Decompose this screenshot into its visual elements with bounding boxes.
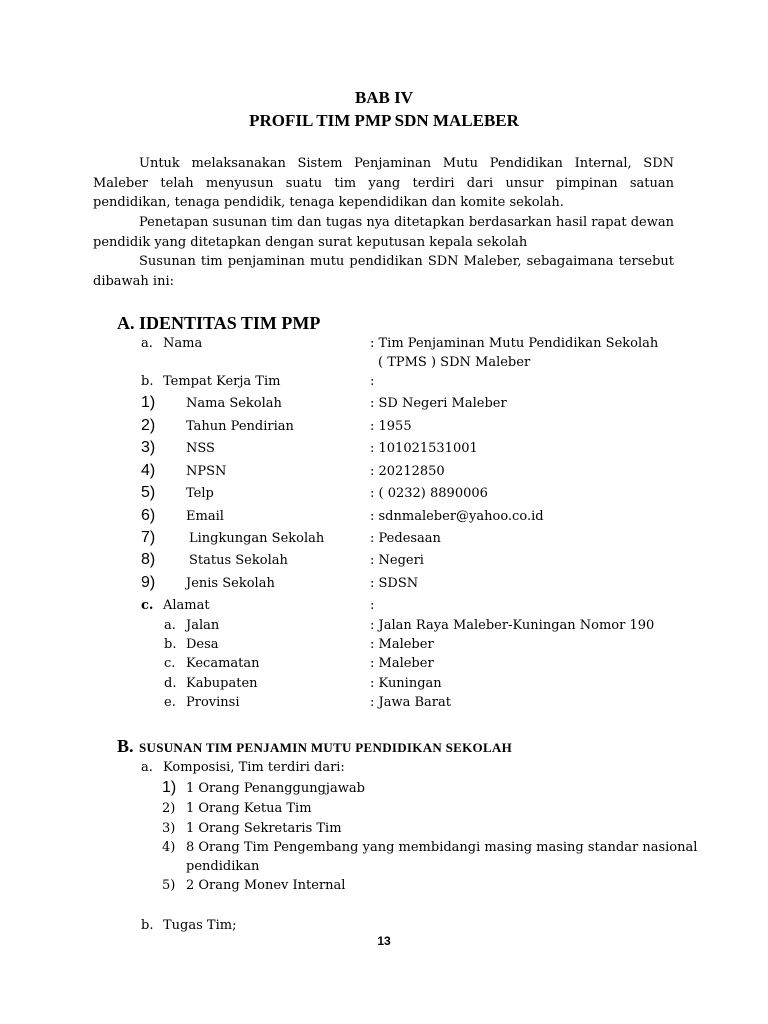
field-label: Jenis Sekolah: [186, 576, 275, 591]
nama-value-cont: ( TPMS ) SDN Maleber: [378, 355, 531, 370]
field-value: : sdnmaleber@yahoo.co.id: [370, 509, 544, 524]
field-label: Email: [186, 509, 224, 524]
section-a-heading: A. IDENTITAS TIM PMP: [117, 313, 321, 333]
address-marker: c.: [164, 656, 176, 671]
field-value: : 101021531001: [370, 441, 478, 456]
member-text: 1 Orang Ketua Tim: [186, 801, 312, 816]
member-number: 2): [162, 801, 176, 816]
field-label: NSS: [186, 441, 215, 456]
intro-paragraph-1: Untuk melaksanakan Sistem Penjaminan Mutu Pendidikan Internal, SDN Maleber telah menyusun suatu tim yang terdiri dari unsur pimpinan satuan pendidikan, tenaga pendidik, tenaga kependidikan dan komite sekolah.: [93, 156, 674, 210]
member-number: 5): [162, 878, 176, 893]
section-b-letter: B.: [117, 736, 134, 756]
address-label: Desa: [186, 637, 219, 652]
address-value: : Kuningan: [370, 676, 442, 691]
field-label: Telp: [186, 486, 214, 501]
alamat-marker: c.: [141, 598, 154, 613]
field-number: 5): [141, 484, 156, 501]
field-value: : ( 0232) 8890006: [370, 486, 488, 501]
member-number: 1): [162, 779, 177, 796]
field-number: 1): [141, 394, 156, 411]
address-marker: a.: [164, 618, 176, 633]
field-label: Nama Sekolah: [186, 396, 282, 411]
member-text: 1 Orang Sekretaris Tim: [186, 821, 342, 836]
komposisi-marker: a.: [141, 760, 153, 775]
field-value: : 20212850: [370, 464, 445, 479]
section-b-heading: SUSUNAN TIM PENJAMIN MUTU PENDIDIKAN SEKOLAH: [139, 740, 513, 755]
field-value: : Negeri: [370, 553, 424, 568]
tempat-value: :: [370, 374, 375, 389]
alamat-label: Alamat: [163, 598, 210, 613]
address-marker: e.: [164, 695, 176, 710]
page-title: PROFIL TIM PMP SDN MALEBER: [249, 111, 519, 130]
member-text: 8 Orang Tim Pengembang yang membidangi masing masing standar nasional: [186, 840, 698, 855]
address-label: Kabupaten: [186, 676, 258, 691]
field-number: 9): [141, 574, 156, 591]
member-text: 2 Orang Monev Internal: [186, 878, 346, 893]
nama-marker: a.: [141, 336, 153, 351]
address-value: : Jalan Raya Maleber-Kuningan Nomor 190: [370, 618, 655, 633]
field-value: : SD Negeri Maleber: [370, 396, 507, 411]
field-number: 7): [141, 529, 156, 546]
address-marker: d.: [164, 676, 177, 691]
member-number: 3): [162, 821, 176, 836]
field-number: 3): [141, 439, 156, 456]
alamat-value: :: [370, 598, 375, 613]
chapter-heading: BAB IV: [354, 88, 414, 107]
field-number: 8): [141, 551, 156, 568]
page-number: 13: [377, 934, 391, 948]
tempat-label: Tempat Kerja Tim: [163, 374, 281, 389]
intro-paragraph-3: Susunan tim penjaminan mutu pendidikan SDN Maleber, sebagaimana tersebut dibawah ini:: [93, 254, 674, 289]
address-marker: b.: [164, 637, 177, 652]
member-text-cont: pendidikan: [186, 859, 260, 874]
field-label: Tahun Pendirian: [186, 419, 294, 434]
address-value: : Maleber: [370, 637, 434, 652]
tempat-marker: b.: [141, 374, 154, 389]
address-value: : Jawa Barat: [370, 695, 451, 710]
field-number: 6): [141, 507, 156, 524]
field-label: Status Sekolah: [189, 553, 288, 568]
member-text: 1 Orang Penanggungjawab: [186, 781, 365, 796]
field-number: 2): [141, 417, 156, 434]
field-label: NPSN: [186, 464, 227, 479]
field-label: Lingkungan Sekolah: [189, 531, 325, 546]
tugas-marker: b.: [141, 918, 154, 933]
address-label: Jalan: [186, 618, 220, 633]
field-value: : Pedesaan: [370, 531, 441, 546]
nama-value: : Tim Penjaminan Mutu Pendidikan Sekolah: [370, 336, 659, 351]
komposisi-label: Komposisi, Tim terdiri dari:: [163, 760, 345, 775]
tugas-label: Tugas Tim;: [163, 918, 237, 933]
field-number: 4): [141, 462, 156, 479]
intro-paragraph-2: Penetapan susunan tim dan tugas nya ditetapkan berdasarkan hasil rapat dewan pendidik yang ditetapkan dengan surat keputusan kepala sekolah: [93, 215, 674, 250]
nama-label: Nama: [163, 336, 203, 351]
field-value: : 1955: [370, 419, 412, 434]
address-label: Kecamatan: [186, 656, 260, 671]
address-label: Provinsi: [186, 695, 240, 710]
address-value: : Maleber: [370, 656, 434, 671]
member-number: 4): [162, 840, 176, 855]
field-value: : SDSN: [370, 576, 419, 591]
